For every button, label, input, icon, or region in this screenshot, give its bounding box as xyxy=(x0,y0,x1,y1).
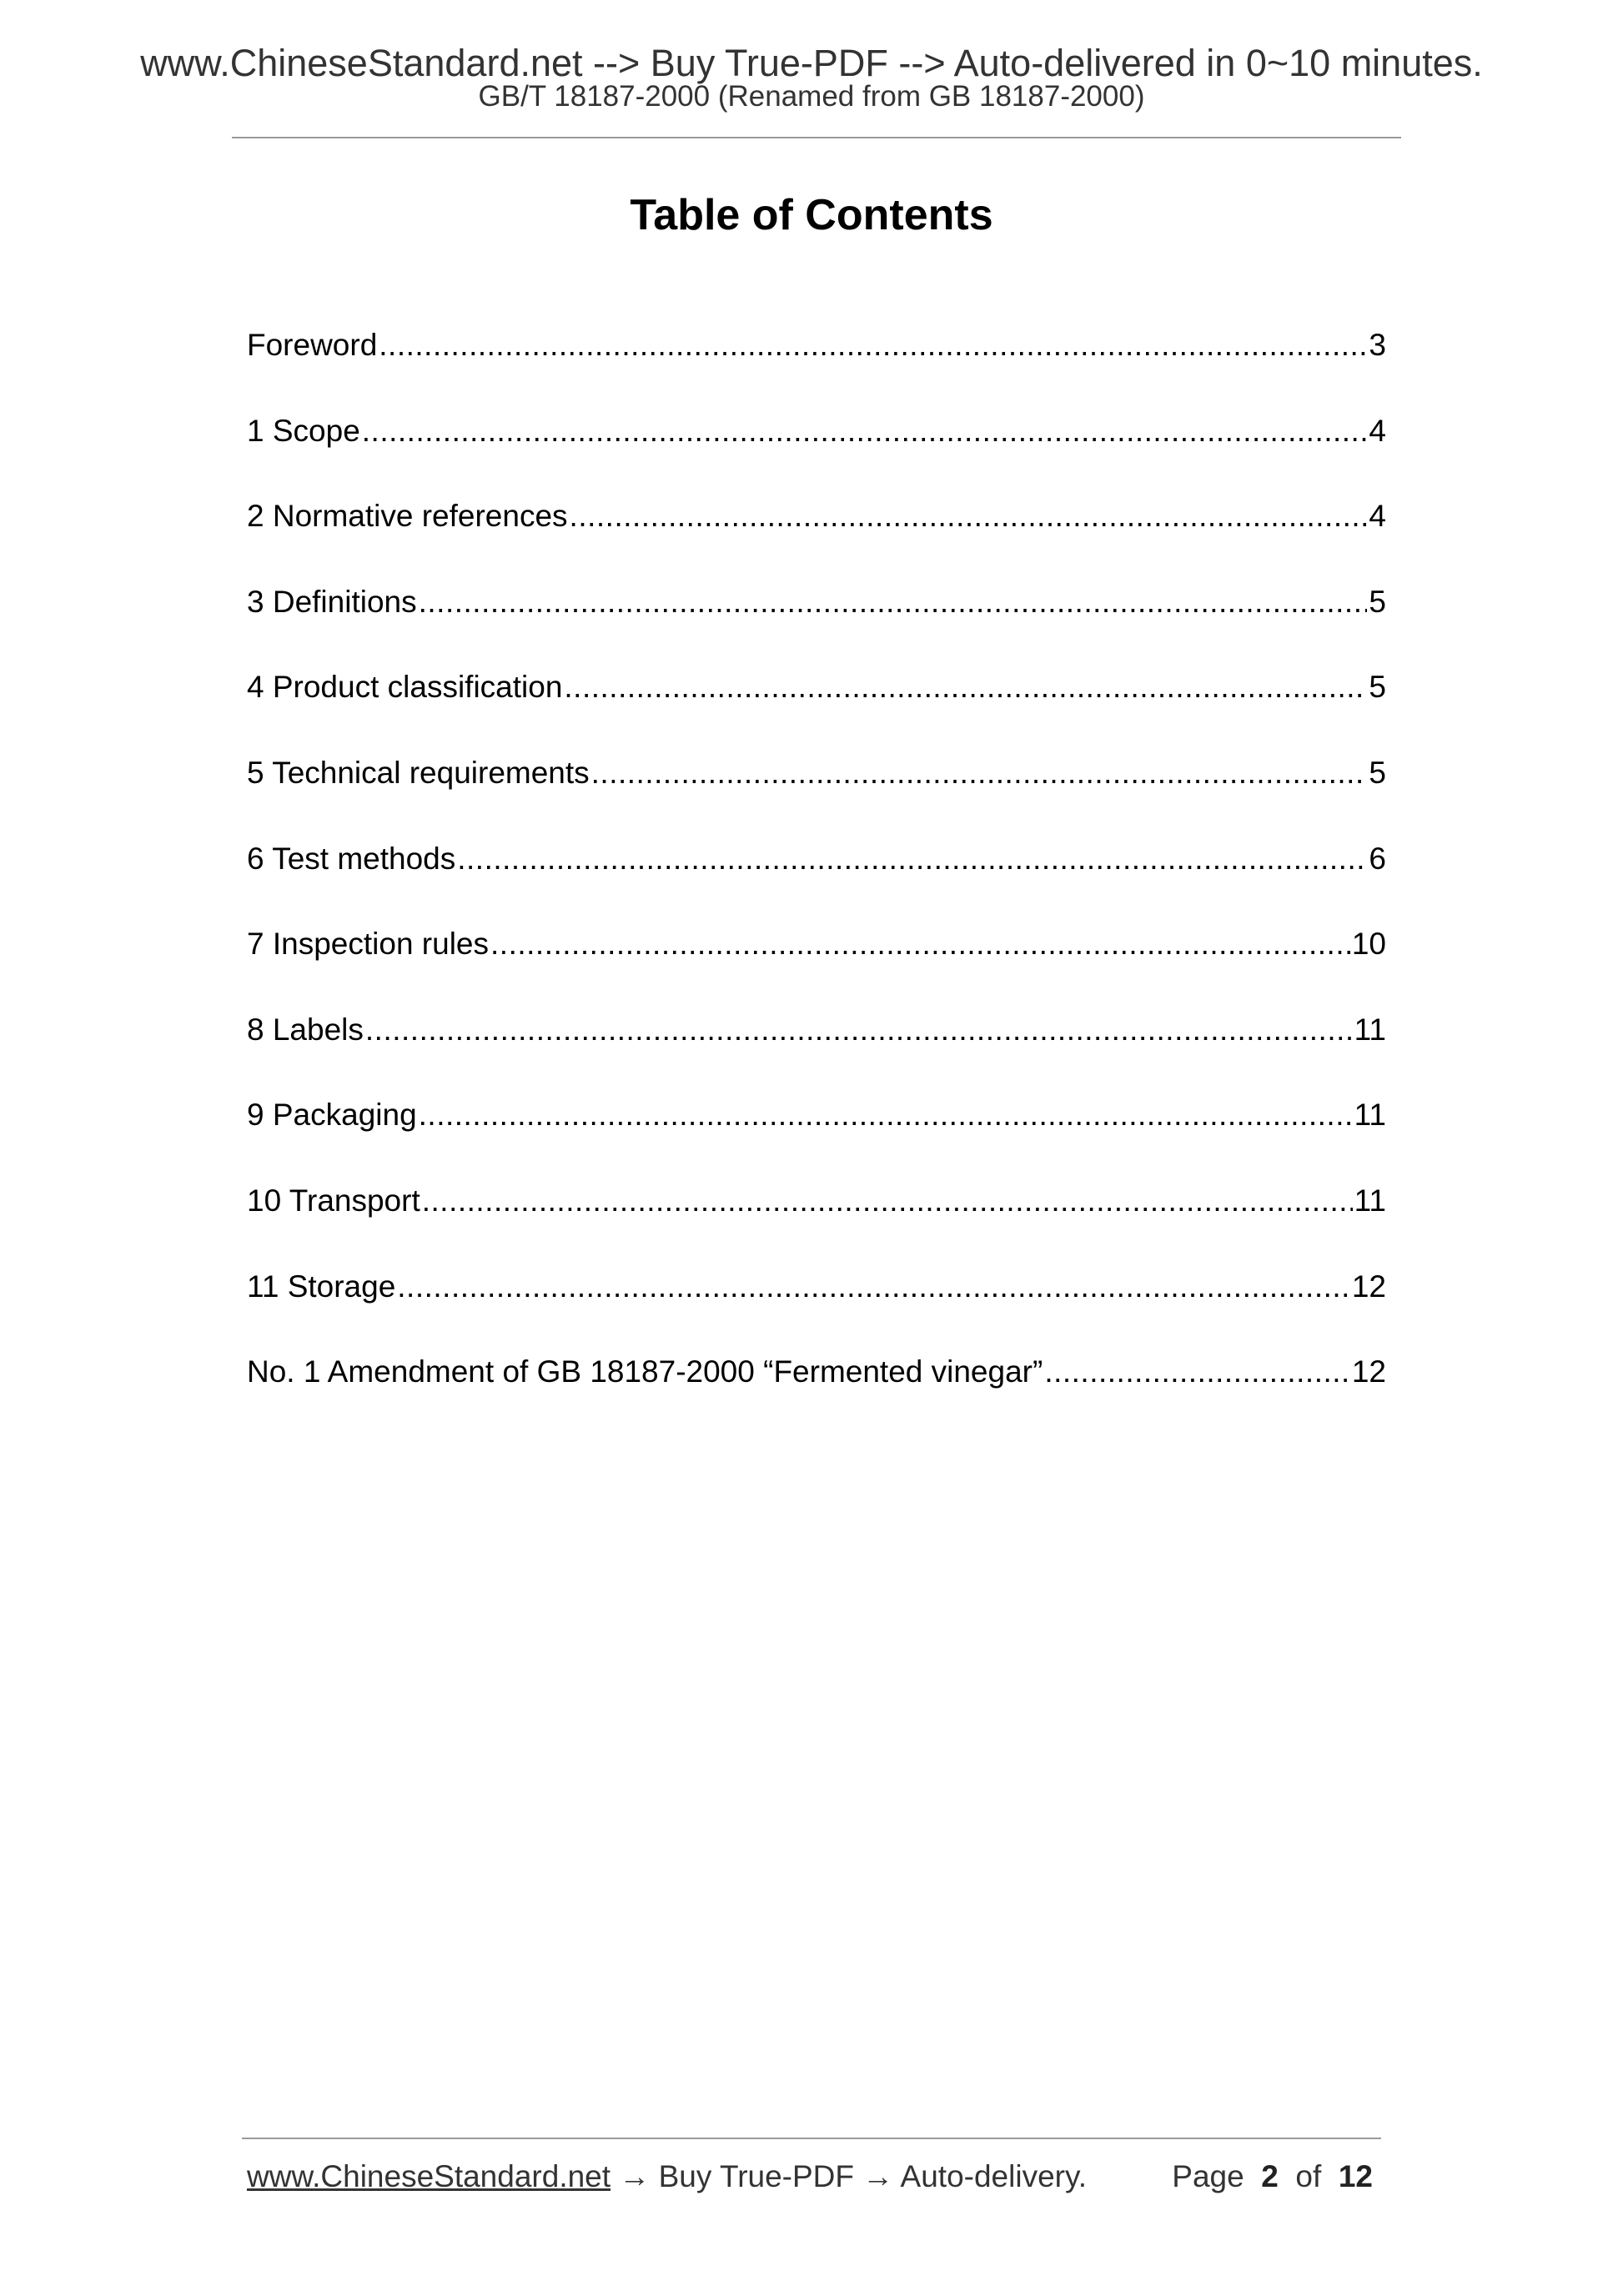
toc-entry[interactable] xyxy=(247,577,1386,663)
footer-site-link[interactable]: www.ChineseStandard.net xyxy=(247,2159,611,2193)
page-word: Page xyxy=(1172,2159,1244,2193)
toc-entry-page: 10 xyxy=(1351,927,1386,962)
toc-entry[interactable] xyxy=(247,748,1386,834)
toc-entry-page: 12 xyxy=(1351,1269,1386,1304)
toc-entry-label: 4 Product classification xyxy=(247,670,563,705)
toc-entry-page: 6 xyxy=(1369,841,1386,876)
page-current: 2 xyxy=(1261,2159,1279,2193)
toc-leader-dots xyxy=(379,320,1367,370)
header-divider xyxy=(232,137,1401,138)
toc-entry[interactable] xyxy=(247,662,1386,748)
toc-leader-dots xyxy=(564,662,1367,712)
toc-entry-page: 3 xyxy=(1369,328,1386,362)
toc-leader-dots xyxy=(362,406,1368,456)
toc-entry-label: 8 Labels xyxy=(247,1012,364,1047)
of-word: of xyxy=(1295,2159,1322,2193)
header-banner: www.ChineseStandard.net --> Buy True-PDF --> Auto-delivered in 0~10 minutes. xyxy=(140,42,1483,84)
toc-entry-page: 12 xyxy=(1351,1354,1386,1389)
toc-leader-dots xyxy=(422,1176,1353,1226)
toc-entry-page: 11 xyxy=(1354,1012,1386,1047)
toc-entry[interactable] xyxy=(247,1176,1386,1262)
toc-entry-label: 5 Technical requirements xyxy=(247,755,590,790)
footer-delivery-text: Auto-delivery. xyxy=(900,2159,1088,2193)
document-id: GB/T 18187-2000 (Renamed from GB 18187-2000) xyxy=(478,80,1145,113)
footer-divider xyxy=(242,2138,1381,2139)
footer-promo xyxy=(247,2156,1087,2198)
page-title: Table of Contents xyxy=(630,191,993,239)
toc-entry-page: 5 xyxy=(1369,670,1386,705)
toc-leader-dots xyxy=(570,491,1368,541)
toc-entry-label: 11 Storage xyxy=(247,1269,396,1304)
toc-leader-dots xyxy=(1044,1347,1350,1397)
toc-entry-label: 6 Test methods xyxy=(247,841,456,876)
toc-leader-dots xyxy=(457,834,1367,884)
toc-entry-label: 2 Normative references xyxy=(247,499,568,534)
toc-entry[interactable] xyxy=(247,320,1386,406)
toc-leader-dots xyxy=(397,1262,1350,1312)
footer-buy-text: Buy True-PDF xyxy=(658,2159,855,2193)
footer xyxy=(247,2156,1379,2198)
toc-entry-label: Foreword xyxy=(247,328,378,362)
toc-entry-page: 5 xyxy=(1369,584,1386,619)
toc-entry-page: 4 xyxy=(1369,499,1386,534)
toc-entry[interactable] xyxy=(247,406,1386,492)
toc-leader-dots xyxy=(365,1005,1353,1055)
page-total: 12 xyxy=(1338,2159,1373,2193)
toc-entry[interactable] xyxy=(247,491,1386,577)
toc-entry-label: 3 Definitions xyxy=(247,584,417,619)
toc-entry-page: 11 xyxy=(1354,1183,1386,1218)
table-of-contents xyxy=(247,320,1386,1433)
toc-leader-dots xyxy=(419,577,1368,627)
toc-leader-dots xyxy=(490,919,1350,969)
toc-entry[interactable] xyxy=(247,1005,1386,1091)
toc-entry-label: 7 Inspection rules xyxy=(247,927,490,962)
toc-entry[interactable] xyxy=(247,1347,1386,1433)
toc-entry-label: 1 Scope xyxy=(247,413,360,448)
toc-entry-label: No. 1 Amendment of GB 18187-2000 “Fermented vinegar” xyxy=(247,1354,1043,1389)
toc-entry-page: 11 xyxy=(1354,1098,1386,1133)
toc-entry-label: 9 Packaging xyxy=(247,1098,417,1133)
toc-leader-dots xyxy=(419,1090,1353,1140)
toc-entry[interactable] xyxy=(247,919,1386,1005)
arrow-right-icon: → xyxy=(619,2159,651,2193)
toc-leader-dots xyxy=(591,748,1368,798)
toc-entry[interactable] xyxy=(247,1090,1386,1176)
toc-entry[interactable] xyxy=(247,1262,1386,1348)
arrow-right-icon: → xyxy=(862,2159,894,2193)
toc-entry-label: 10 Transport xyxy=(247,1183,420,1218)
toc-entry[interactable] xyxy=(247,834,1386,920)
toc-entry-page: 4 xyxy=(1369,413,1386,448)
page-indicator xyxy=(1172,2156,1373,2198)
toc-entry-page: 5 xyxy=(1369,755,1386,790)
